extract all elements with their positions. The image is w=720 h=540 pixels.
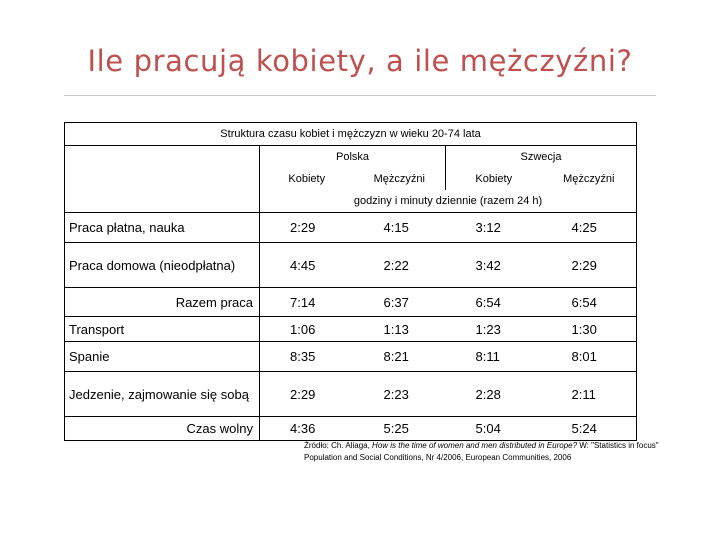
sex-header-pl-women: Kobiety xyxy=(260,168,354,190)
row-label: Transport xyxy=(65,317,260,342)
row-label: Praca płatna, nauka xyxy=(65,213,260,243)
sex-header-se-women: Kobiety xyxy=(446,168,542,190)
cell-value: 5:04 xyxy=(446,417,542,441)
cell-value: 8:11 xyxy=(446,342,542,372)
cell-value: 2:29 xyxy=(260,372,354,417)
source-title: How is the time of women and men distributed in Europe? xyxy=(372,441,578,450)
cell-value: 2:29 xyxy=(260,213,354,243)
title-divider xyxy=(64,95,656,96)
cell-value: 2:23 xyxy=(354,372,446,417)
cell-value: 2:29 xyxy=(542,243,637,288)
slide-title: Ile pracują kobiety, a ile mężczyźni? xyxy=(87,44,633,78)
cell-value: 8:21 xyxy=(354,342,446,372)
cell-value: 3:12 xyxy=(446,213,542,243)
cell-value: 6:37 xyxy=(354,288,446,317)
cell-value: 4:25 xyxy=(542,213,637,243)
table-row xyxy=(65,288,637,317)
cell-value: 7:14 xyxy=(260,288,354,317)
cell-value: 2:11 xyxy=(542,372,637,417)
cell-value: 8:35 xyxy=(260,342,354,372)
row-label: Czas wolny xyxy=(65,417,260,441)
time-use-table xyxy=(64,122,637,441)
sex-header-se-men: Mężczyźni xyxy=(542,168,637,190)
cell-value: 4:15 xyxy=(354,213,446,243)
table-row xyxy=(65,342,637,372)
table-row xyxy=(65,243,637,288)
country-header-szwecja: Szwecja xyxy=(446,146,637,169)
row-label: Jedzenie, zajmowanie się sobą xyxy=(65,372,260,417)
table-caption: Struktura czasu kobiet i mężczyzn w wieku 20-74 lata xyxy=(65,123,637,146)
source-prefix: Źródło: Ch. Aliaga, xyxy=(304,441,373,450)
cell-value: 6:54 xyxy=(446,288,542,317)
cell-value: 8:01 xyxy=(542,342,637,372)
cell-value: 3:42 xyxy=(446,243,542,288)
cell-value: 6:54 xyxy=(542,288,637,317)
cell-value: 4:36 xyxy=(260,417,354,441)
cell-value: 2:22 xyxy=(354,243,446,288)
table-row xyxy=(65,213,637,243)
table-row xyxy=(65,417,637,441)
cell-value: 5:25 xyxy=(354,417,446,441)
cell-value: 1:30 xyxy=(542,317,637,342)
row-label: Spanie xyxy=(65,342,260,372)
cell-value: 1:06 xyxy=(260,317,354,342)
row-label: Razem praca xyxy=(65,288,260,317)
table-row xyxy=(65,372,637,417)
country-header-polska: Polska xyxy=(260,146,446,169)
row-label: Praca domowa (nieodpłatna) xyxy=(65,243,260,288)
table-row xyxy=(65,317,637,342)
sex-header-pl-men: Mężczyźni xyxy=(373,173,425,185)
cell-value: 2:28 xyxy=(446,372,542,417)
cell-value: 4:45 xyxy=(260,243,354,288)
source-note xyxy=(304,440,674,464)
source-rest: W: "Statistics in focus" Population and Social Conditions, Nr 4/2006, European Communities, 2006 xyxy=(304,441,659,462)
cell-value: 1:13 xyxy=(354,317,446,342)
cell-value: 5:24 xyxy=(542,417,637,441)
unit-label: godziny i minuty dziennie (razem 24 h) xyxy=(260,190,637,213)
cell-value: 1:23 xyxy=(446,317,542,342)
